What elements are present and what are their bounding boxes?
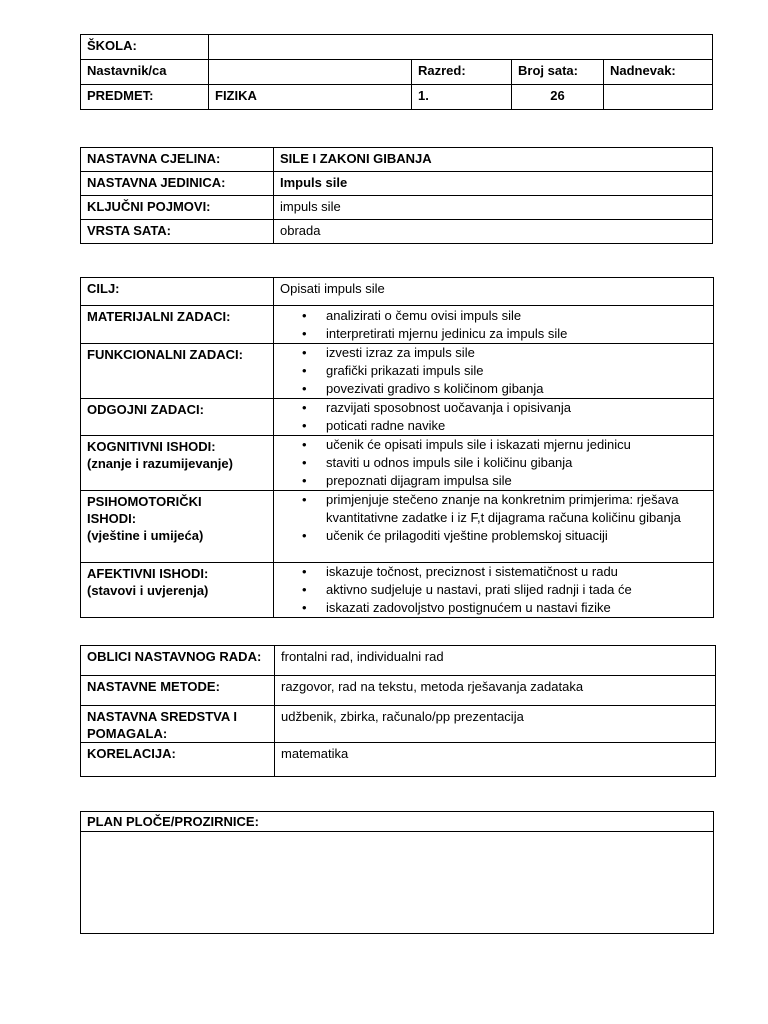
nastavnik-value	[209, 60, 412, 85]
materijalni-cell	[274, 306, 714, 344]
kognitivni-label-cell	[81, 436, 274, 491]
list-item: • primjenjuje stečeno znanje na konkretnim primjerima: rješava kvantitativne zadatke i iz F,t dijagrama računa količinu gibanja	[280, 491, 707, 527]
jedinica-value: Impuls sile	[274, 172, 713, 196]
razred-value: 1.	[412, 85, 512, 110]
oblici-label: OBLICI NASTAVNOG RADA:	[81, 646, 275, 676]
pojmovi-label: KLJUČNI POJMOVI:	[81, 196, 274, 220]
kognitivni-cell	[274, 436, 714, 491]
sredstva-label-2: POMAGALA:	[87, 726, 168, 741]
oblici-value: frontalni rad, individualni rad	[275, 646, 716, 676]
cjelina-label: NASTAVNA CJELINA:	[81, 148, 274, 172]
psihomotoricki-sublabel: (vještine i umijeća)	[87, 528, 204, 543]
odgojni-label: ODGOJNI ZADACI:	[81, 399, 274, 436]
kognitivni-sublabel: (znanje i razumijevanje)	[87, 456, 233, 471]
materijalni-label: MATERIJALNI ZADACI:	[81, 306, 274, 344]
plan-label: PLAN PLOČE/PROZIRNICE:	[81, 812, 714, 832]
afektivni-label-cell	[81, 563, 274, 618]
funkcionalni-label: FUNKCIONALNI ZADACI:	[81, 344, 274, 399]
skola-label: ŠKOLA:	[81, 35, 209, 60]
materijalni-list	[280, 307, 707, 343]
list-item: • iskazati zadovoljstvo postignućem u nastavi fizike	[280, 599, 707, 617]
korelacija-label: KORELACIJA:	[81, 743, 275, 777]
psihomotoricki-label: PSIHOMOTORIČKI	[87, 494, 202, 509]
list-item: • interpretirati mjernu jedinicu za impuls sile	[280, 325, 707, 343]
afektivni-label: AFEKTIVNI ISHODI:	[87, 566, 209, 581]
nadnevak-value	[604, 85, 713, 110]
broj-sata-label: Broj sata:	[512, 60, 604, 85]
predmet-label: PREDMET:	[81, 85, 209, 110]
vrsta-value: obrada	[274, 220, 713, 244]
razred-label: Razred:	[412, 60, 512, 85]
predmet-value: FIZIKA	[209, 85, 412, 110]
list-item: • izvesti izraz za impuls sile	[280, 344, 707, 362]
sredstva-value: udžbenik, zbirka, računalo/pp prezentacija	[275, 706, 716, 743]
psihomotoricki-list	[280, 491, 707, 545]
metode-value: razgovor, rad na tekstu, metoda rješavanja zadataka	[275, 676, 716, 706]
header-table	[80, 34, 713, 110]
psihomotoricki-cell	[274, 491, 714, 563]
list-item: • razvijati sposobnost uočavanja i opisivanja	[280, 399, 707, 417]
board-table	[80, 811, 714, 934]
jedinica-label: NASTAVNA JEDINICA:	[81, 172, 274, 196]
psihomotoricki-label-2: ISHODI:	[87, 511, 137, 526]
cilj-value: Opisati impuls sile	[274, 278, 714, 306]
pojmovi-value: impuls sile	[274, 196, 713, 220]
list-item: • prepoznati dijagram impulsa sile	[280, 472, 707, 490]
psihomotoricki-label-cell	[81, 491, 274, 563]
nastavnik-label: Nastavnik/ca	[81, 60, 209, 85]
cilj-label: CILJ:	[81, 278, 274, 306]
afektivni-sublabel: (stavovi i uvjerenja)	[87, 583, 209, 598]
list-item: • poticati radne navike	[280, 417, 707, 435]
kognitivni-label: KOGNITIVNI ISHODI:	[87, 439, 216, 454]
unit-table	[80, 147, 713, 244]
methods-table	[80, 645, 716, 777]
nadnevak-label: Nadnevak:	[604, 60, 713, 85]
metode-label: NASTAVNE METODE:	[81, 676, 275, 706]
skola-value	[209, 35, 713, 60]
afektivni-cell	[274, 563, 714, 618]
broj-sata-value: 26	[512, 85, 604, 110]
list-item: • učenik će opisati impuls sile i iskazati mjernu jedinicu	[280, 436, 707, 454]
odgojni-list	[280, 399, 707, 435]
cjelina-value: SILE I ZAKONI GIBANJA	[274, 148, 713, 172]
goals-table	[80, 277, 714, 618]
list-item: • grafički prikazati impuls sile	[280, 362, 707, 380]
korelacija-value: matematika	[275, 743, 716, 777]
list-item: • aktivno sudjeluje u nastavi, prati slijed radnji i tada će	[280, 581, 707, 599]
list-item: • iskazuje točnost, preciznost i sistematičnost u radu	[280, 563, 707, 581]
funkcionalni-cell	[274, 344, 714, 399]
vrsta-label: VRSTA SATA:	[81, 220, 274, 244]
sredstva-label: NASTAVNA SREDSTVA I	[87, 709, 237, 724]
sredstva-label-cell	[81, 706, 275, 743]
list-item: • analizirati o čemu ovisi impuls sile	[280, 307, 707, 325]
plan-value	[81, 832, 714, 934]
afektivni-list	[280, 563, 707, 617]
funkcionalni-list	[280, 344, 707, 398]
kognitivni-list	[280, 436, 707, 490]
list-item: • staviti u odnos impuls sile i količinu gibanja	[280, 454, 707, 472]
list-item: • povezivati gradivo s količinom gibanja	[280, 380, 707, 398]
list-item: • učenik će prilagoditi vještine problemskoj situaciji	[280, 527, 707, 545]
odgojni-cell	[274, 399, 714, 436]
